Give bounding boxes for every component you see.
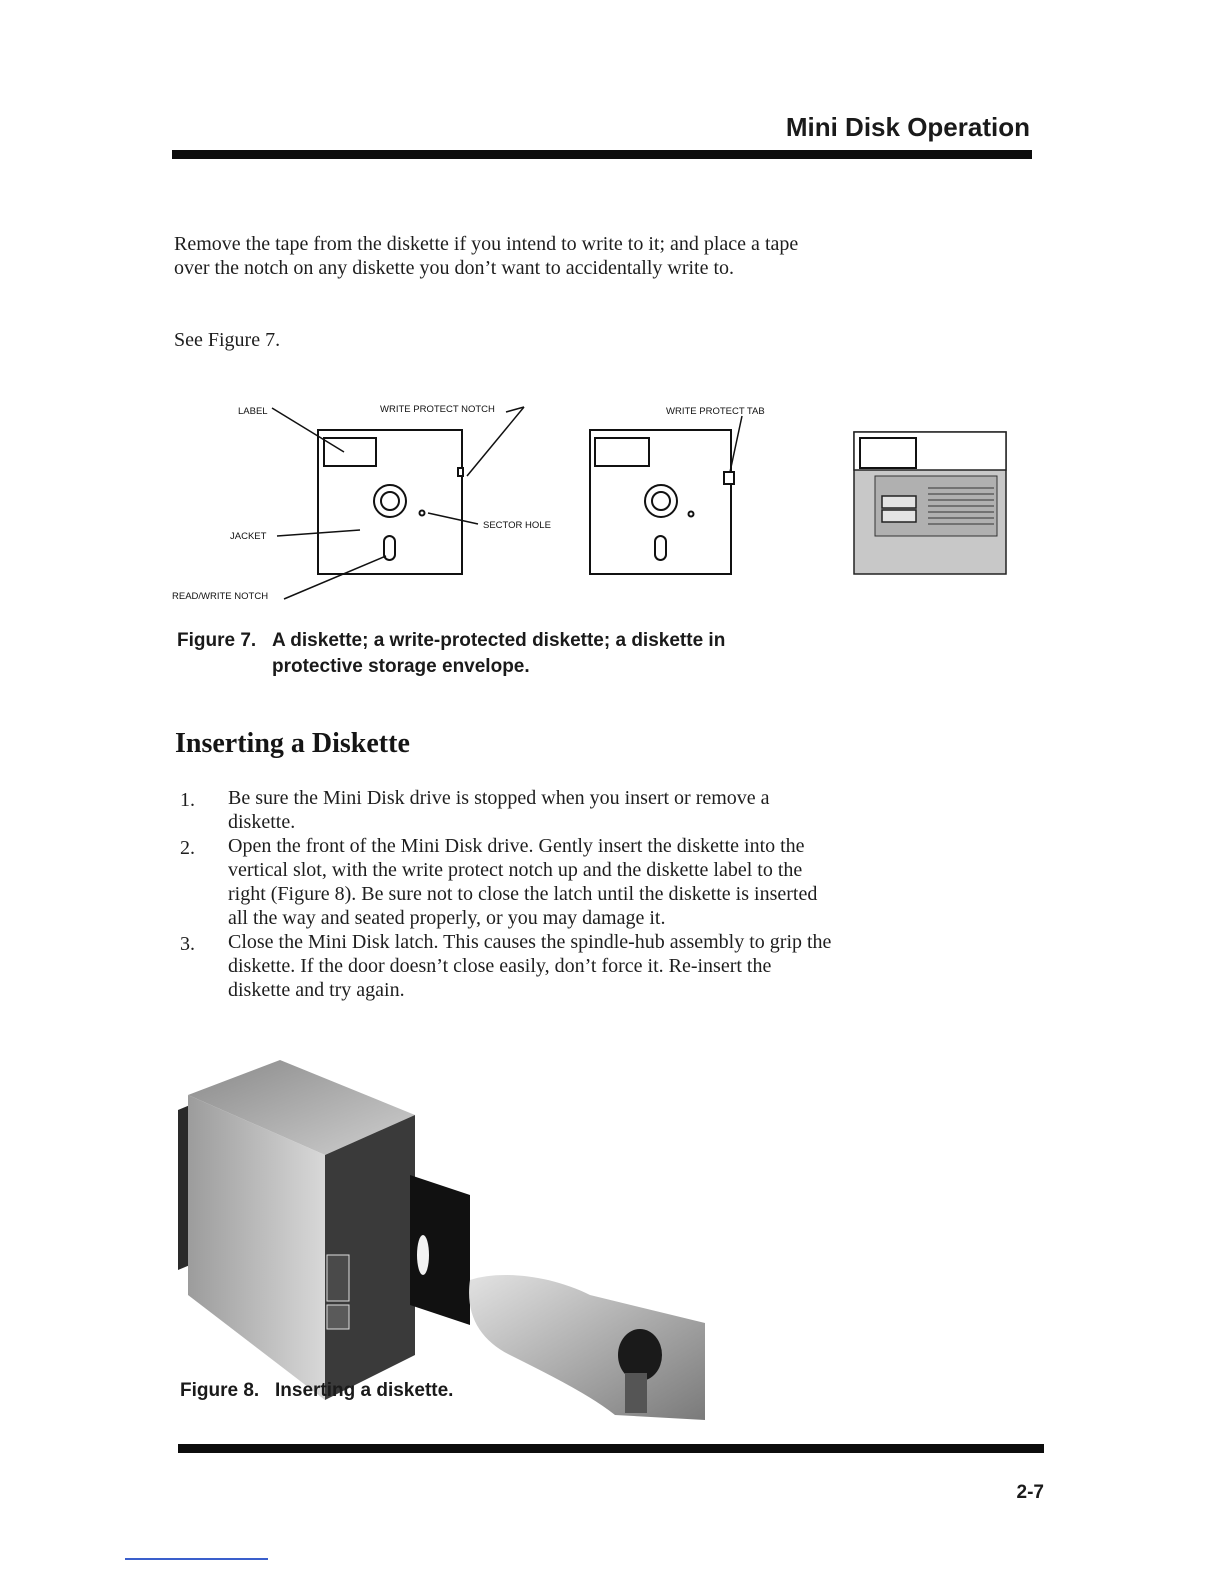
figure8-photo xyxy=(170,1055,710,1425)
label-callout: LABEL xyxy=(238,406,268,417)
diskette-hub-inner xyxy=(381,492,399,510)
write-protect-notch-callout: WRITE PROTECT NOTCH xyxy=(380,404,495,415)
read-write-notch-callout: READ/WRITE NOTCH xyxy=(172,591,269,602)
step-number: 1. xyxy=(180,789,195,811)
intro-paragraph: Remove the tape from the diskette if you intend to write to it; and place a tape over the notch on any diskette you don’t want to accidentally write to. xyxy=(174,233,799,279)
diskette-hub-outer xyxy=(374,485,406,517)
diskette-hub-inner xyxy=(652,492,670,510)
diskette-hub-outer xyxy=(645,485,677,517)
diskette-label xyxy=(324,438,376,466)
step-number: 2. xyxy=(180,837,195,859)
list-item xyxy=(178,930,838,1002)
step-text: Close the Mini Disk latch. This causes the spindle-hub assembly to grip the diskette. If the door doesn’t close easily, don’t force it. Re-insert the diskette and try again. xyxy=(228,931,832,1001)
section-heading: Inserting a Diskette xyxy=(175,728,410,759)
figure7-caption xyxy=(177,628,797,680)
footer-rule xyxy=(178,1444,1044,1453)
diskette-jacket xyxy=(318,430,462,574)
header-rule xyxy=(172,150,1032,159)
figure7-caption-number: Figure 7. xyxy=(177,630,257,651)
write-protect-tab-callout: WRITE PROTECT TAB xyxy=(666,406,765,417)
figure7-caption-line1: A diskette; a write-protected diskette; a diskette in xyxy=(272,630,726,651)
sector-hole-callout: SECTOR HOLE xyxy=(483,520,551,531)
read-write-slot xyxy=(655,536,666,560)
hand-photo xyxy=(469,1275,705,1420)
write-protect-notch xyxy=(458,468,463,476)
write-protect-tab xyxy=(724,472,734,484)
figure8-caption xyxy=(180,1378,453,1404)
diskette-write-protected xyxy=(590,430,734,574)
steps-list xyxy=(178,786,838,1002)
list-item xyxy=(178,786,838,834)
figure7-diagram xyxy=(160,392,1040,614)
diskette-jacket xyxy=(590,430,731,574)
page-header-title: Mini Disk Operation xyxy=(785,112,1030,142)
page-number: 2-7 xyxy=(1016,1482,1044,1503)
diskette-label xyxy=(595,438,649,466)
jacket-callout: JACKET xyxy=(230,531,267,542)
step-text: Be sure the Mini Disk drive is stopped when you insert or remove a diskette. xyxy=(228,787,770,833)
footer-link-underline xyxy=(125,1558,268,1560)
sector-hole xyxy=(689,512,694,517)
sector-hole xyxy=(420,511,425,516)
diskette-in-envelope xyxy=(854,432,1006,574)
list-item xyxy=(178,834,838,930)
diskette-plain xyxy=(318,430,463,574)
figure7-caption-line2: protective storage envelope. xyxy=(272,656,530,677)
step-number: 3. xyxy=(180,933,195,955)
see-figure-text: See Figure 7. xyxy=(174,329,281,351)
figure8-caption-number: Figure 8. xyxy=(180,1380,260,1401)
figure8-caption-text: Inserting a diskette. xyxy=(275,1380,454,1401)
step-text: Open the front of the Mini Disk drive. Gently insert the diskette into the vertical slot, with the write protect notch up and the diskette label to the right (Figure 8). Be sure not to close the latch until the diskette is inserted all the way and seated properly, or you may damage it. xyxy=(228,835,818,929)
